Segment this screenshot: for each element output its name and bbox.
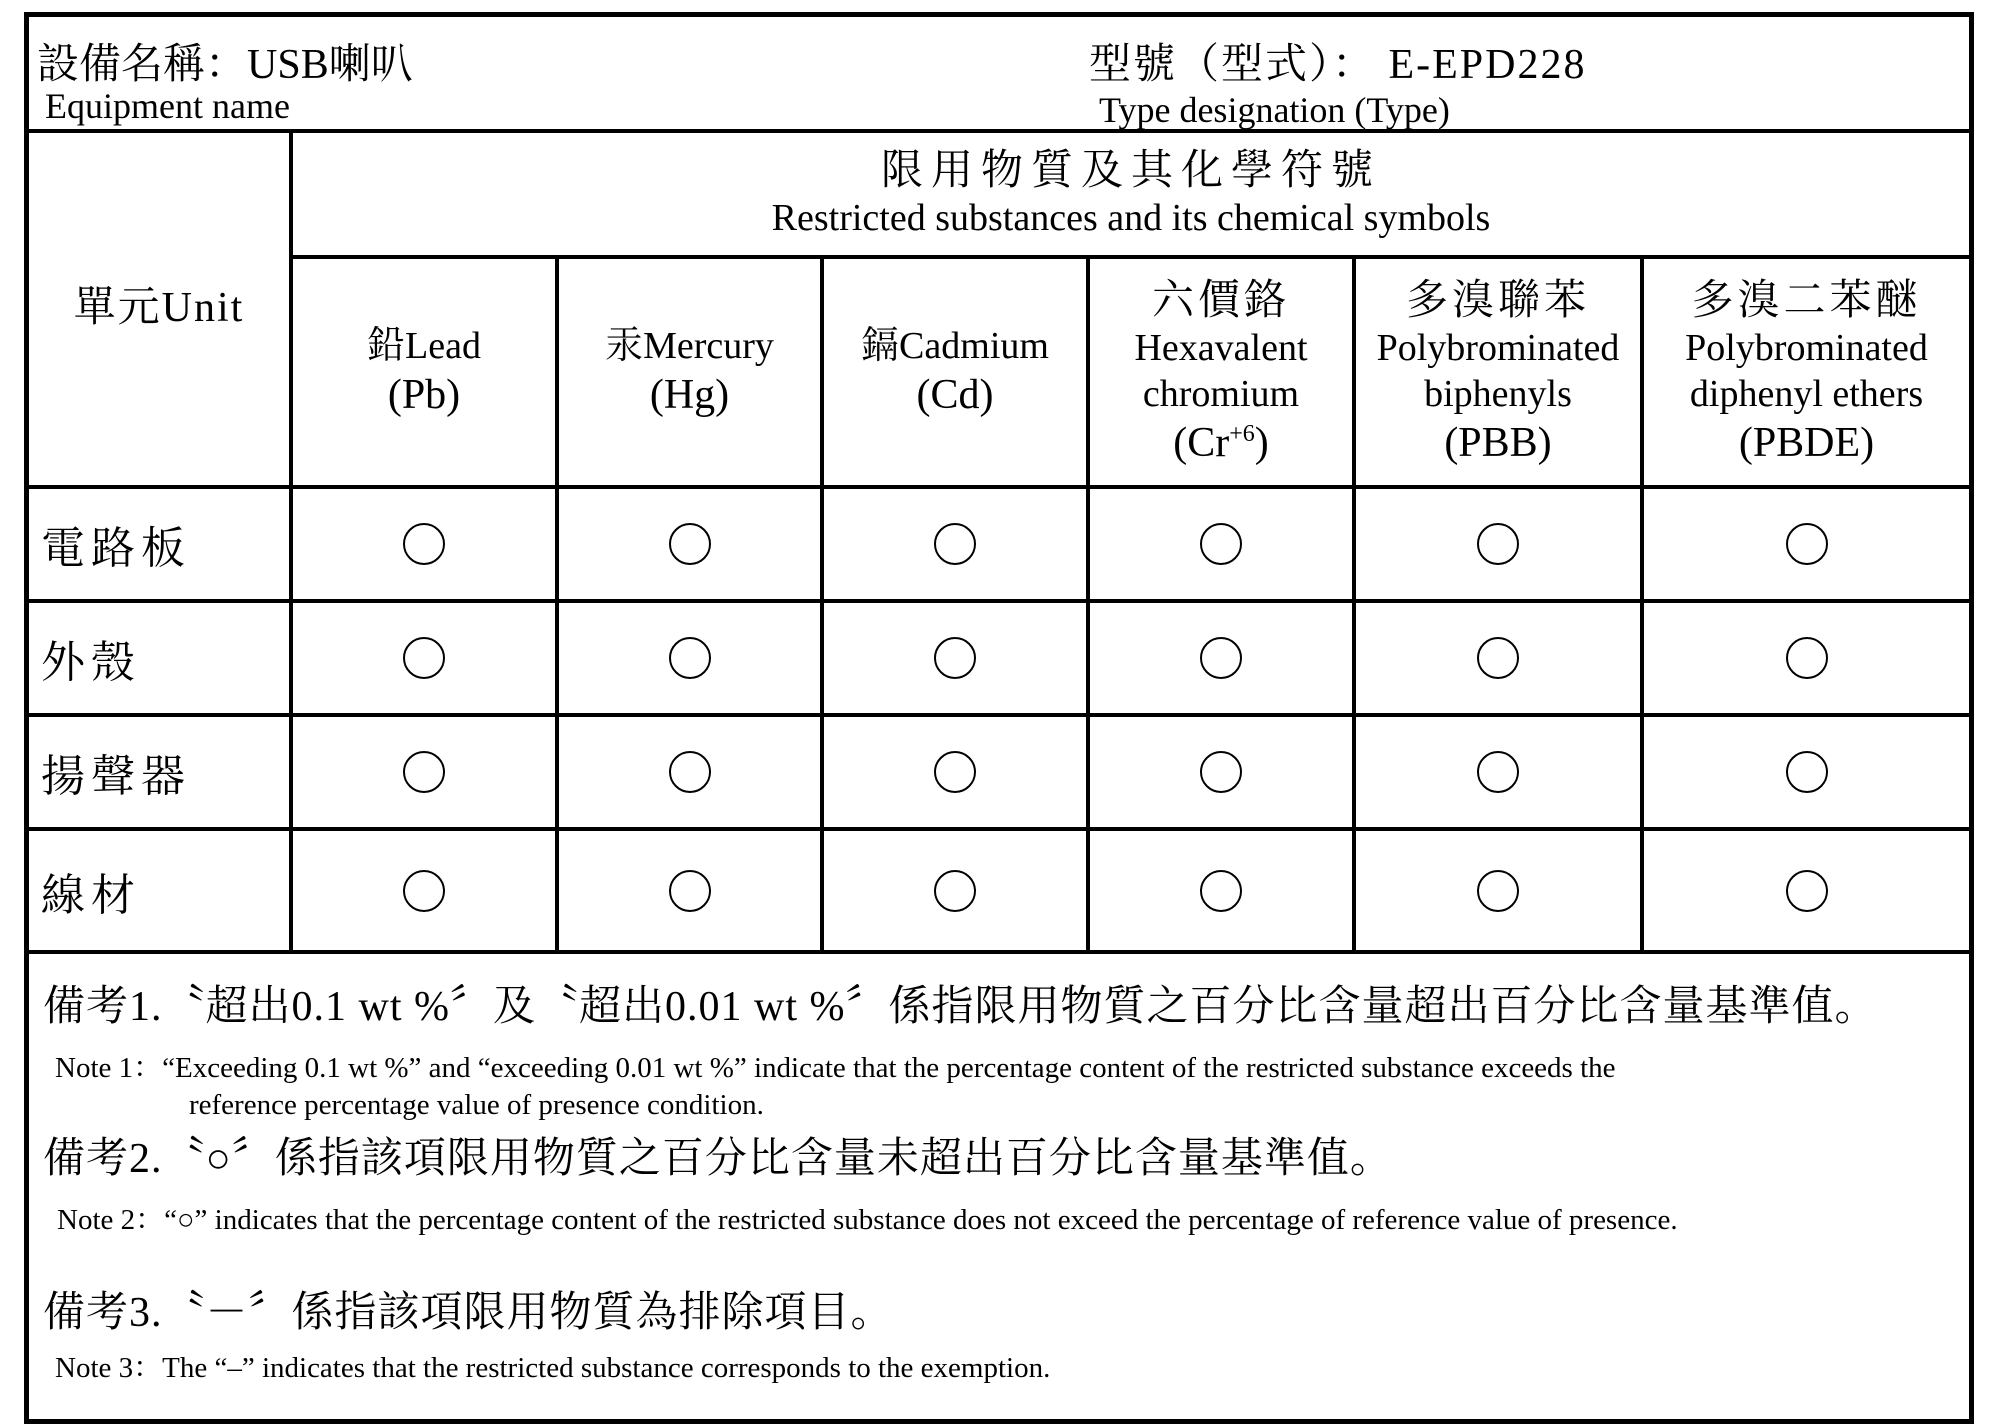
table-cell bbox=[824, 831, 1086, 950]
column-name: 鎘Cadmium bbox=[861, 325, 1049, 367]
column-symbol: (Hg) bbox=[649, 371, 730, 418]
table-cell bbox=[1356, 603, 1640, 713]
table-cell bbox=[1644, 489, 1969, 599]
restricted-header-en: Restricted substances and its chemical symbols bbox=[771, 197, 1491, 240]
circle-mark bbox=[934, 751, 976, 793]
note2-en: Note 2：“○” indicates that the percentage content of the restricted substance does not exceed the percentage of reference value of presence. bbox=[57, 1204, 1678, 1236]
unit-header-cell bbox=[29, 133, 289, 485]
circle-mark bbox=[1200, 870, 1242, 912]
table-cell bbox=[293, 603, 555, 713]
circle-mark bbox=[1477, 637, 1519, 679]
column-header-mercury bbox=[559, 259, 820, 485]
column-name-zh: 多溴二苯醚 bbox=[1691, 278, 1922, 325]
rohs-declaration-form bbox=[24, 12, 1974, 1424]
circle-mark bbox=[1477, 523, 1519, 565]
circle-mark bbox=[403, 523, 445, 565]
column-name-zh: 六價鉻 bbox=[1151, 278, 1290, 325]
table-cell bbox=[1356, 489, 1640, 599]
unit-header: 單元Unit bbox=[73, 285, 245, 331]
column-header-cadmium bbox=[824, 259, 1086, 485]
table-cell bbox=[293, 831, 555, 950]
table-cell bbox=[824, 717, 1086, 827]
circle-mark bbox=[1786, 751, 1828, 793]
circle-mark bbox=[1786, 637, 1828, 679]
column-header-pbde bbox=[1644, 259, 1969, 485]
circle-mark bbox=[669, 637, 711, 679]
row-label: 外殼 bbox=[41, 638, 141, 687]
column-header-pbb bbox=[1356, 259, 1640, 485]
table-cell bbox=[824, 603, 1086, 713]
note1-en: Note 1：“Exceeding 0.1 wt %” and “exceeding 0.01 wt %” indicate that the percentage content of the restricted substance exceeds the bbox=[55, 1052, 1616, 1084]
restricted-header-cell bbox=[293, 133, 1969, 255]
column-symbol: $(Cr^{+6})$ bbox=[1173, 419, 1269, 466]
table-cell bbox=[559, 603, 820, 713]
column-symbol: (PBB) bbox=[1444, 419, 1552, 466]
table-cell bbox=[559, 489, 820, 599]
table-cell bbox=[1090, 603, 1352, 713]
circle-mark bbox=[1477, 870, 1519, 912]
row-label: 揚聲器 bbox=[41, 752, 191, 801]
circle-mark bbox=[934, 637, 976, 679]
substance-table bbox=[29, 133, 1969, 954]
table-cell bbox=[1644, 831, 1969, 950]
column-name-en: Hexavalent chromium bbox=[1134, 327, 1308, 415]
circle-mark bbox=[403, 870, 445, 912]
circle-mark bbox=[403, 751, 445, 793]
column-name: 鉛Lead bbox=[367, 325, 481, 367]
circle-mark bbox=[669, 870, 711, 912]
note2-zh: 備考2.〝○〞係指該項限用物質之百分比含量未超出百分比含量基準值。 bbox=[43, 1136, 1393, 1182]
table-cell bbox=[1644, 717, 1969, 827]
note3-zh: 備考3.〝－〞係指該項限用物質為排除項目。 bbox=[43, 1290, 894, 1336]
table-cell bbox=[293, 717, 555, 827]
circle-mark bbox=[1200, 523, 1242, 565]
table-cell bbox=[1090, 717, 1352, 827]
circle-mark bbox=[1200, 751, 1242, 793]
note3-en: Note 3：The “–” indicates that the restricted substance corresponds to the exemption. bbox=[55, 1352, 1051, 1384]
column-header-hexavalent-chromium bbox=[1090, 259, 1352, 485]
type-designation-zh: 型號（型式）： E-EPD228 bbox=[1089, 42, 1587, 88]
column-name-zh: 多溴聯苯 bbox=[1405, 278, 1590, 325]
circle-mark bbox=[1200, 637, 1242, 679]
circle-mark bbox=[934, 870, 976, 912]
row-label: 電路板 bbox=[41, 524, 191, 573]
note1-en-continued: reference percentage value of presence condition. bbox=[189, 1089, 764, 1121]
circle-mark bbox=[669, 523, 711, 565]
column-symbol: (Cd) bbox=[916, 371, 994, 418]
table-cell bbox=[559, 717, 820, 827]
column-name-en: Polybrominated biphenyls bbox=[1376, 327, 1620, 415]
table-cell bbox=[1090, 831, 1352, 950]
table-cell bbox=[1090, 489, 1352, 599]
equipment-name-en: Equipment name bbox=[45, 86, 290, 126]
circle-mark bbox=[669, 751, 711, 793]
circle-mark bbox=[1477, 751, 1519, 793]
column-symbol: (Pb) bbox=[387, 371, 461, 418]
column-name: 汞Mercury bbox=[605, 325, 774, 367]
circle-mark bbox=[403, 637, 445, 679]
equipment-name-zh: 設備名稱：USB喇叭 bbox=[37, 42, 413, 88]
circle-mark bbox=[934, 523, 976, 565]
column-name-en: Polybrominated diphenyl ethers bbox=[1685, 327, 1928, 415]
form-header bbox=[29, 17, 1969, 133]
column-symbol: (PBDE) bbox=[1738, 419, 1875, 466]
type-designation-en: Type designation (Type) bbox=[1099, 90, 1450, 130]
table-cell bbox=[1644, 603, 1969, 713]
row-label: 線材 bbox=[41, 870, 141, 920]
note1-zh: 備考1.〝超出0.1 wt %〞及〝超出0.01 wt %〞係指限用物質之百分比含量超出百分比含量基準值。 bbox=[43, 984, 1878, 1030]
circle-mark bbox=[1786, 870, 1828, 912]
table-cell bbox=[293, 489, 555, 599]
column-header-lead bbox=[293, 259, 555, 485]
restricted-header-zh: 限用物質及其化學符號 bbox=[880, 148, 1381, 194]
table-cell bbox=[824, 489, 1086, 599]
circle-mark bbox=[1786, 523, 1828, 565]
table-cell bbox=[1356, 831, 1640, 950]
table-cell bbox=[1356, 717, 1640, 827]
grid-line bbox=[29, 950, 1969, 954]
table-cell bbox=[559, 831, 820, 950]
